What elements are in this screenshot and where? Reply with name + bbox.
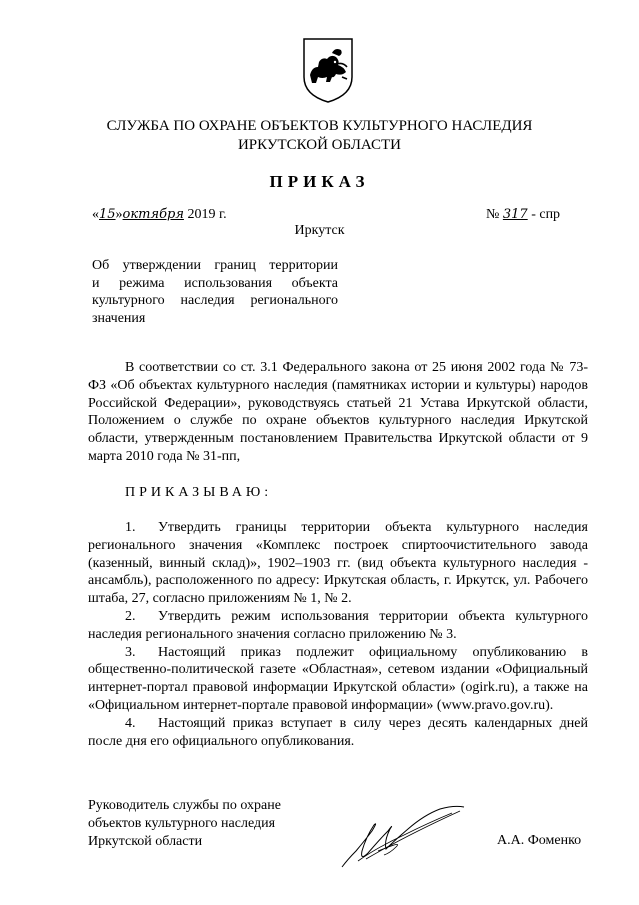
order-item-text: Утвердить границы территории объекта культурного наследия регионального значения «Комплекс построек спиртоочистительного завода (казенный, винный склад)», 1902–1903 гг. (вид объекта культурного наследия - ансамбль), расположенного по адресу: Иркутская область, г. Иркутск, ул. Рабочего штаба, 27, согласно приложениям № 1, № 2. <box>88 520 588 607</box>
order-item <box>88 519 588 608</box>
document-subject <box>92 257 338 327</box>
document-date <box>92 207 227 223</box>
order-item <box>88 608 588 644</box>
order-word: ПРИКАЗЫВАЮ: <box>125 485 273 500</box>
handwritten-signature <box>338 801 470 873</box>
number-value: 317 <box>502 207 528 222</box>
document-city: Иркутск <box>294 223 345 238</box>
order-item <box>88 715 588 751</box>
order-item-number: 4. <box>125 715 136 731</box>
preamble <box>88 359 588 466</box>
order-item-number: 2. <box>125 608 136 624</box>
preamble-text: В соответствии со ст. 3.1 Федерального закона от 25 июня 2002 года № 73-ФЗ «Об объектах культурного наследия (памятниках истории и культуры) народов Российской Федерации», руководствуясь статьей 21 Устава Иркутской области, Положением о службе по охране объектов культурного наследия Иркутской области, утвержденным постановлением Правительства Иркутской области от 9 марта 2010 года № 31-пп, <box>88 360 588 464</box>
document-number <box>486 207 560 223</box>
signer-position-line2: объектов культурного наследия <box>88 816 276 831</box>
order-item-number: 1. <box>125 520 136 535</box>
date-day: 15 <box>99 207 116 222</box>
signer-position <box>88 797 281 851</box>
signer-position-line1: Руководитель службы по охране <box>88 798 281 813</box>
date-month: октября <box>122 207 184 222</box>
signer-name: А.А. Фоменко <box>497 833 582 848</box>
subject-line1: Об утверждении границ территории <box>92 258 338 273</box>
order-item-text: Утвердить режим использования территории объекта культурного наследия регионального значения согласно приложению № 3. <box>88 608 588 642</box>
number-prefix: № <box>486 207 500 222</box>
order-item-text: Настоящий приказ вступает в силу через десять календарных дней после дня его официального опубликования. <box>88 715 588 749</box>
number-suffix: - спр <box>531 207 561 222</box>
subject-line4: значения <box>92 310 146 326</box>
coat-of-arms-icon <box>302 37 354 104</box>
signer-position-line3: Иркутской области <box>88 834 203 849</box>
document-type-title: ПРИКАЗ <box>269 172 370 191</box>
organization-name-line1: СЛУЖБА ПО ОХРАНЕ ОБЪЕКТОВ КУЛЬТУРНОГО НАСЛЕДИЯ <box>106 118 533 134</box>
order-items <box>88 519 588 750</box>
organization-name-line2: ИРКУТСКОЙ ОБЛАСТИ <box>237 137 402 153</box>
order-item <box>88 644 588 715</box>
order-item-text: Настоящий приказ подлежит официальному опубликованию в общественно-политической газете «Областная», сетевом издании «Официальный интернет-портал правовой информации Иркутской области» (ogirk.ru), а также на «Официальном интернет-портале правовой информации» (www.pravo.gov.ru). <box>88 644 588 713</box>
subject-line3: культурного наследия регионального <box>92 293 338 308</box>
order-item-number: 3. <box>125 644 136 660</box>
date-close-quote: » <box>115 207 123 222</box>
date-year: 2019 г. <box>187 207 227 222</box>
subject-line2: и режима использования объекта <box>92 275 338 291</box>
date-open-quote: « <box>92 207 99 222</box>
organization-name <box>0 117 639 155</box>
